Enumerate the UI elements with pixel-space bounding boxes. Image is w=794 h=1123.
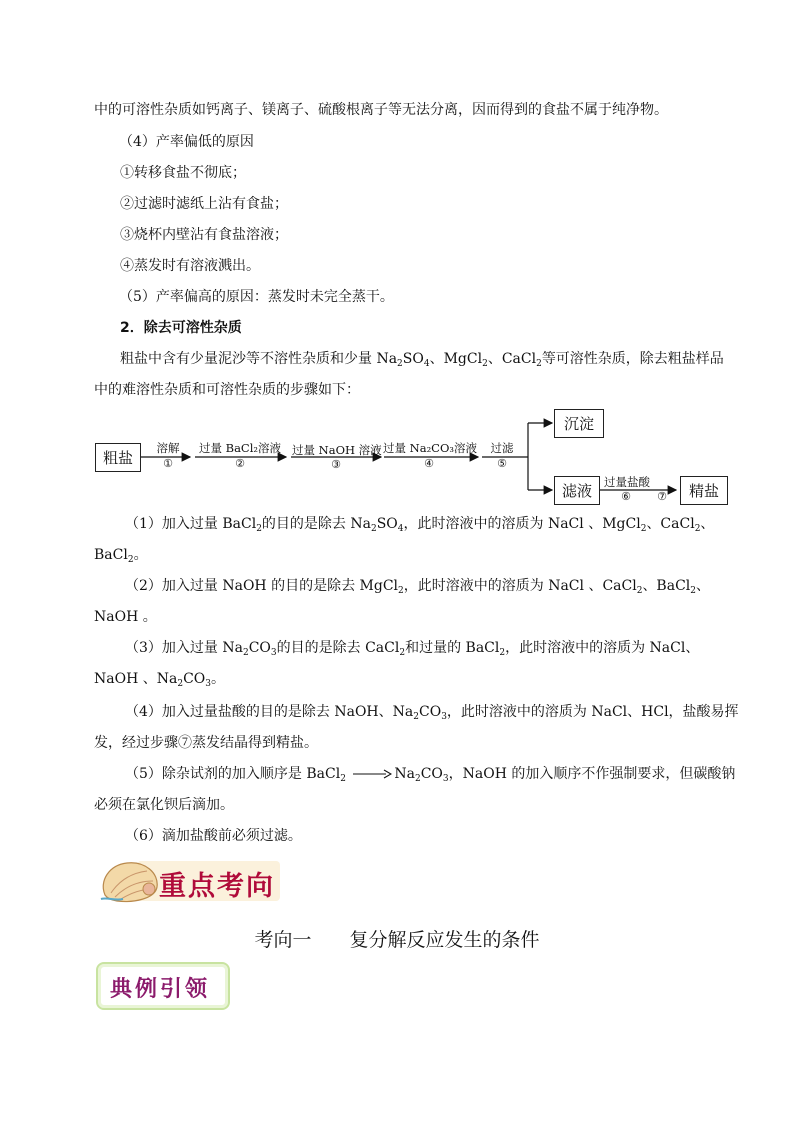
step-3-number: ③ [331,458,341,471]
note-3-line-1: （3）加入过量 $Na_2CO_3$的目的是除去 CaCl$_2$和过量的 BaCl$_2$，此时溶液中的溶质为 NaCl、 [125,640,700,658]
step-5-label: 过滤 [490,441,514,455]
step-1-label: 溶解 [156,441,180,455]
step-4-number: ④ [424,457,434,470]
typical-example-banner [96,962,230,1010]
section-2-intro-line-1: 粗盐中含有少量泥沙等不溶性杂质和少量 $Na_2SO_4$、MgCl$_2$、CaCl$_2$等可溶性杂质，除去粗盐样品 [120,351,724,369]
key-direction-banner [97,855,282,905]
refined-salt-box: 精盐 [680,476,728,505]
crude-salt-box: 粗盐 [95,443,141,472]
typical-example-banner-text: 典例引领 [110,976,211,1002]
topic-title-text: 复分解反应发生的条件 [349,929,540,951]
filtrate-box: 滤液 [554,476,600,505]
topic-title-number: 考向一 [254,929,312,951]
step-2-label: 过量 BaCl₂溶液 [198,441,282,455]
note-4-line-2: 发，经过步骤⑦蒸发结晶得到精盐。 [94,735,318,751]
note-4-line-1: （4）加入过量盐酸的目的是除去 NaOH、$Na_2CO_3$，此时溶液中的溶质为 NaCl、HCl，盐酸易挥 [125,704,739,722]
right-arrow-icon [352,769,392,779]
step-2-number: ② [235,457,245,470]
low-yield-heading: （4）产率偏低的原因 [119,134,254,150]
step-4-label: 过量 Na₂CO₃溶液 [383,441,478,455]
step-1-number: ① [163,457,173,470]
high-yield-line: （5）产率偏高的原因：蒸发时未完全蒸干。 [119,289,394,305]
step-7-number: ⑦ [657,490,667,503]
topic-title [0,925,794,952]
note-2-line-2: NaOH 。 [94,609,157,625]
note-3-line-2: NaOH 、$Na_2CO_3$。 [94,671,226,689]
note-2-line-1: （2）加入过量 NaOH 的目的是除去 MgCl$_2$，此时溶液中的溶质为 NaCl 、CaCl$_2$、BaCl$_2$、 [125,578,710,596]
step-3-label: 过量 NaOH 溶液 [292,443,382,457]
note-6: （6）滴加盐酸前必须过滤。 [125,828,302,844]
note-5-line-2: 必须在氯化钡后滴加。 [94,797,234,813]
step-6-label: 过量盐酸 [604,475,650,489]
step-6-number: ⑥ [621,490,631,503]
low-yield-item-1: ①转移食盐不彻底； [120,165,246,181]
note-1-line-2: BaCl$_2$。 [94,547,148,565]
section-2-heading: 2．除去可溶性杂质 [120,320,242,336]
note-5-line-1: （5）除杂试剂的加入顺序是 BaCl$_2$ $Na_2CO_3$，NaOH 的加入顺序不作强制要求，但碳酸钠 [125,766,736,784]
precipitate-box: 沉淀 [554,409,604,438]
low-yield-item-2: ②过滤时滤纸上沾有食盐； [120,196,288,212]
low-yield-item-3: ③烧杯内壁沾有食盐溶液； [120,227,288,243]
section-2-intro-line-2: 中的难溶性杂质和可溶性杂质的步骤如下： [94,382,360,398]
key-direction-banner-text: 重点考向 [159,871,275,902]
step-5-number: ⑤ [497,457,507,470]
low-yield-item-4: ④蒸发时有溶液溅出。 [120,258,260,274]
paragraph-impurities: 中的可溶性杂质如钙离子、镁离子、硫酸根离子等无法分离，因而得到的食盐不属于纯净物。 [94,102,668,118]
note-1-line-1: （1）加入过量 BaCl$_2$的目的是除去 $Na_2SO_4$，此时溶液中的溶质为 NaCl 、MgCl$_2$、CaCl$_2$、 [125,516,715,534]
